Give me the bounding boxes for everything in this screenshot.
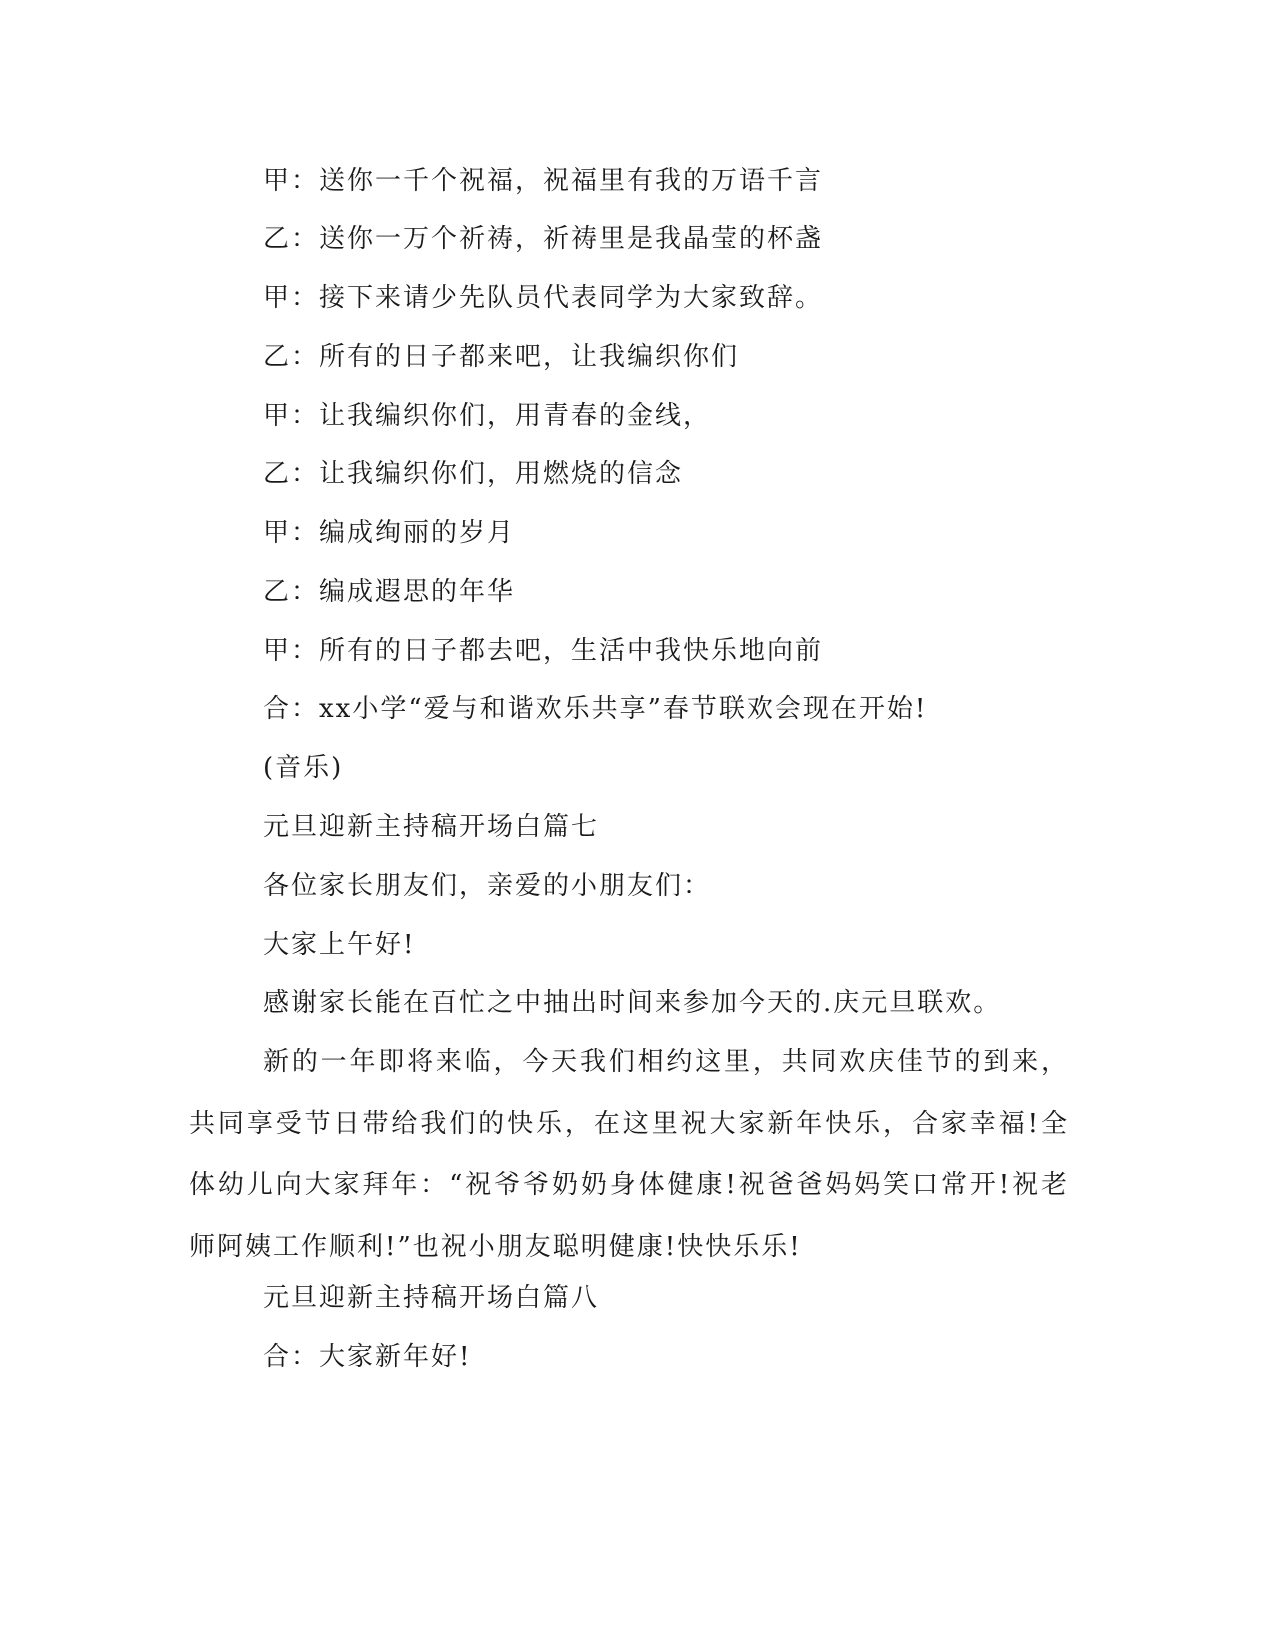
script-line-3: 甲：接下来请少先队员代表同学为大家致辞。 [263, 283, 824, 313]
section-heading-8: 元旦迎新主持稿开场白篇八 [263, 1283, 600, 1313]
section-heading-7: 元旦迎新主持稿开场白篇七 [263, 812, 600, 842]
music-cue: (音乐) [263, 753, 344, 783]
script-line-10: 合：xx小学“爱与和谐欢乐共享”春节联欢会现在开始! [263, 694, 928, 724]
thanks-line: 感谢家长能在百忙之中抽出时间来参加今天的.庆元旦联欢。 [263, 988, 1002, 1018]
greeting-line: 各位家长朋友们，亲爱的小朋友们： [263, 871, 712, 901]
script-line-1: 甲：送你一千个祝福，祝福里有我的万语千言 [263, 166, 824, 196]
new-year-paragraph: 新的一年即将来临，今天我们相约这里，共同欢庆佳节的到来，共同享受节日带给我们的快乐，在这里祝大家新年快乐，合家幸福!全体幼儿向大家拜年：“祝爷爷奶奶身体健康!祝爸爸妈妈笑口常开!祝老师阿姨工作顺利!”也祝小朋友聪明健康!快快乐乐! [189, 1047, 1069, 1262]
closing-line: 合：大家新年好! [263, 1342, 472, 1372]
script-line-6: 乙：让我编织你们，用燃烧的信念 [263, 459, 684, 489]
script-line-2: 乙：送你一万个祈祷，祈祷里是我晶莹的杯盏 [263, 224, 824, 254]
script-line-9: 甲：所有的日子都去吧，生活中我快乐地向前 [263, 636, 824, 666]
script-line-8: 乙：编成遐思的年华 [263, 577, 516, 607]
script-line-4: 乙：所有的日子都来吧，让我编织你们 [263, 342, 740, 372]
greeting-morning: 大家上午好! [263, 930, 416, 960]
script-line-7: 甲：编成绚丽的岁月 [263, 518, 516, 548]
script-line-5: 甲：让我编织你们，用青春的金线， [263, 401, 712, 431]
